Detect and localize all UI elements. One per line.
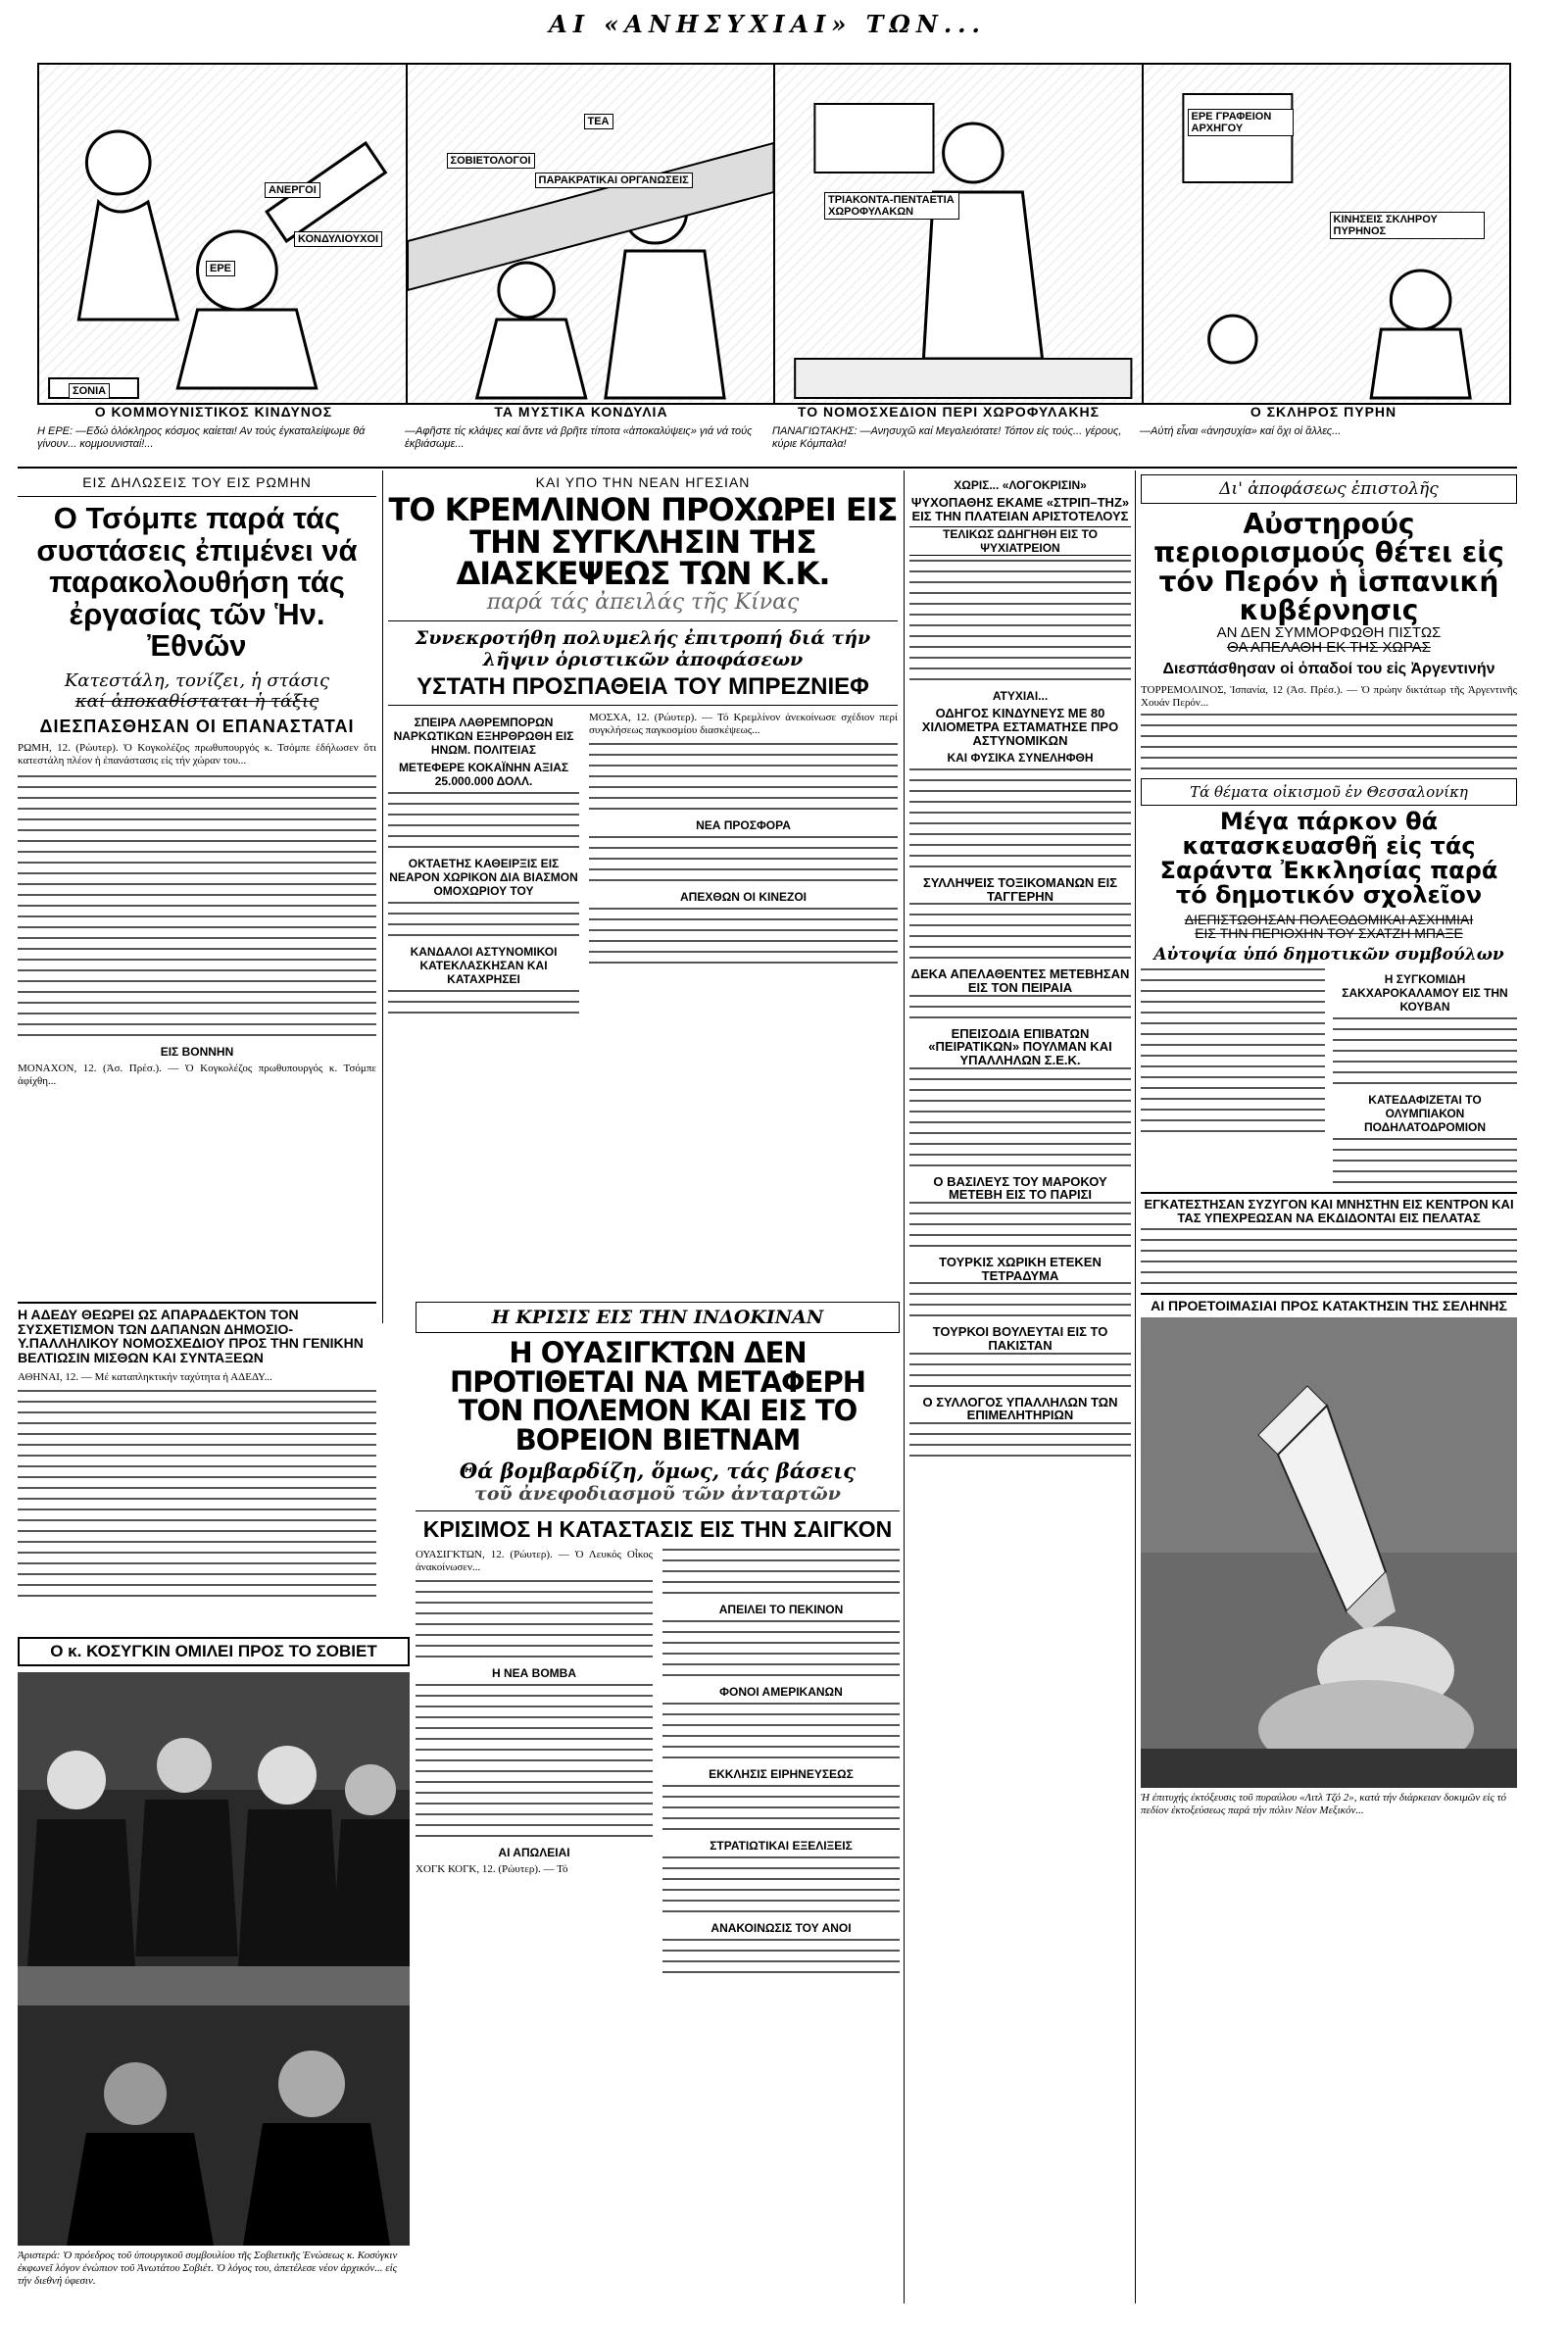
indochina-italic-1: Θά βομβαρδίζη, ὅμως, τάς βάσεις: [459, 1459, 857, 1484]
deported-headline: ΔΕΚΑ ΑΠΕΛΑΘΕΝΤΕΣ ΜΕΤΕΒΗΣΑΝ ΕΙΣ ΤΟΝ ΠΕΙΡΑΙΑ: [910, 966, 1130, 996]
park-subhead: Αὐτοψία ὑπό δημοτικῶν συμβούλων: [1153, 944, 1504, 965]
indochina-article: [416, 1302, 900, 2311]
caption-4: [1140, 404, 1507, 438]
police-scandal-body: [388, 990, 579, 1014]
caption-2-text: —Αφῆστε τίς κλάψες καί ἄντε νά βρῆτε τίποτα «ἀποκαλύψεις» γιά νά τούς ἐκβιάσωμε...: [405, 425, 753, 450]
caption-1-title: Ο ΚΟΜΜΟΥΝΙΣΤΙΚΟΣ ΚΙΝΔΥΝΟΣ: [94, 404, 333, 420]
kremlin-body-3: [589, 908, 898, 964]
atyxiai-sub: ΑΤΥΧΙΑΙ...: [992, 689, 1049, 704]
label-grafeion: ΕΡΕ ΓΡΑΦΕΙΟΝ ΑΡΧΗΓΟΥ: [1188, 109, 1294, 136]
driver-headline: ΟΔΗΓΟΣ ΚΙΝΔΥΝΕΥΣ ΜΕ 80 ΧΙΛΙΟΜΕΤΡΑ ΕΣΤΑΜΑΤΗΣΕ ΠΡΟ ΑΣΤΥΝΟΜΙΚΩΝ: [921, 706, 1119, 748]
sugarcane-headline: Η ΣΥΓΚΟΜΙΔΗ ΣΑΚΧΑΡΟΚΑΛΑΜΟΥ ΕΙΣ ΤΗΝ ΚΟΥΒΑΝ: [1342, 971, 1508, 1014]
cartoon-captions: [37, 404, 1507, 467]
chambers-body: [909, 1422, 1131, 1457]
park-deck-2: ΕΙΣ ΤΗΝ ΠΕΡΙΟΧΗΝ ΤΟΥ ΣΧΑΤΖΗ ΜΠΑΞΕ: [1195, 925, 1463, 942]
label-kiniseis: ΚΙΝΗΣΕΙΣ ΣΚΛΗΡΟΥ ΠΥΡΗΝΟΣ: [1330, 212, 1485, 239]
indochina-sub-appeal: ΕΚΚΛΗΣΙΣ ΕΙΡΗΝΕΥΣΕΩΣ: [709, 1767, 854, 1782]
adedy-article: [18, 1308, 376, 1631]
kremlin-body: [589, 743, 898, 810]
tsombe-headline: Ο Τσόμπε παρά τάς συστάσεις ἐπιμένει νά παρακολουθήση τάς ἐργασίας τῶν Ἡν. Ἐθνῶν: [36, 501, 358, 664]
tsombe-deck-1: Κατεστάλη, τονίζει, ἡ στάσις: [64, 669, 330, 691]
col-rule-2: [904, 470, 905, 2303]
label-ere: ΕΡΕ: [206, 261, 235, 276]
newspaper-page: [18, 10, 1517, 2313]
cartoon-panel-2: [408, 65, 776, 403]
indochina-sub-americans: ΦΟΝΟΙ ΑΜΕΡΙΚΑΝΩΝ: [719, 1685, 843, 1700]
deported-body: [909, 995, 1131, 1018]
kremlin-subhead: ΥΣΤΑΤΗ ΠΡΟΣΠΑΘΕΙΑ ΤΟΥ ΜΠΡΕΖΝΙΕΦ: [416, 672, 869, 700]
indochina-sub-peking: ΑΠΕΙΛΕΙ ΤΟ ΠΕΚΙΝΟΝ: [718, 1603, 844, 1617]
label-tea: ΤΕΑ: [584, 114, 613, 129]
tsombe-kicker: ΕΙΣ ΔΗΛΩΣΕΙΣ ΤΟΥ ΕΙΣ ΡΩΜΗΝ: [82, 474, 312, 490]
tsombe-subhead: ΔΙΕΣΠΑΣΘΗΣΑΝ ΟΙ ΕΠΑΝΑΣΤΑΤΑΙ: [39, 716, 355, 736]
pakistan-headline: ΤΟΥΡΚΟΙ ΒΟΥΛΕΥΤΑΙ ΕΙΣ ΤΟ ΠΑΚΙΣΤΑΝ: [932, 1324, 1108, 1353]
label-sovietologoi: ΣΟΒΙΕΤΟΛΟΓΟΙ: [447, 153, 535, 169]
rocket-photo-image: [1141, 1317, 1517, 1788]
indochina-body-4: [662, 1620, 900, 1676]
morocco-body: [909, 1202, 1131, 1247]
peron-headline: Αὐστηρούς περιορισμούς θέτει εἰς τόν Περόν ἡ ἱσπανική κυβέρνησις: [1153, 508, 1504, 627]
tangier-headline: ΣΥΛΛΗΨΕΙΣ ΤΟΞΙΚΟΜΑΝΩΝ ΕΙΣ ΤΑΓΓΕΡΗΝ: [922, 875, 1118, 904]
tsombe-dateline: ΡΩΜΗ, 12. (Ρώυτερ). Ὁ Κογκολέζος πρωθυπουργός κ. Τσόμπε ἐδήλωσεν ὅτι κατεστάλη πλέον ἡ ἐπανάστασις εἰς τήν χώραν του...: [18, 741, 376, 767]
peron-dateline: ΤΟΡΡΕΜΟΛΙΝΟΣ, Ἱσπανία, 12 (Ἀσ. Πρέσ.). — Ὁ πρώην δικτάτωρ τῆς Ἀργεντινῆς Χουάν Περόν...: [1141, 683, 1517, 709]
kosygin-photo: [18, 1672, 410, 2246]
chambers-headline: Ο ΣΥΛΛΟΓΟΣ ΥΠΑΛΛΗΛΩΝ ΤΩΝ ΕΠΙΜΕΛΗΤΗΡΙΩΝ: [922, 1394, 1118, 1423]
indochina-body-3: [662, 1549, 900, 1594]
kremlin-sub-kinezoi: ΑΠΕΧΘΩΝ ΟΙ ΚΙΝΕΖΟΙ: [680, 890, 807, 905]
cartoon-strip: [37, 63, 1511, 405]
label-sonia-1: ΣΟΝΙΑ: [69, 383, 110, 399]
caption-3-text: ΠΑΝΑΓΙΩΤΑΚΗΣ: —Ανησυχῶ καί Μεγαλειότατε! Τόπον εἰς τούς... γέρους, κύριε Κόμπαλα!: [772, 425, 1122, 450]
quadruplets-body: [909, 1282, 1131, 1316]
indochina-dateline: ΟΥΑΣΙΓΚΤΩΝ, 12. (Ρώυτερ). — Ὁ Λευκός Οἶκος ἀνακοίνωσεν...: [416, 1549, 653, 1574]
tangier-body: [909, 903, 1131, 959]
briefs-kicker: ΧΩΡΙΣ... «ΛΟΓΟΚΡΙΣΙΝ»: [954, 478, 1087, 492]
caption-4-text: —Αὐτή εἶναι «ἀνησυχία» καί ὄχι οἱ ἄλλες...: [1140, 425, 1342, 437]
caption-2: [405, 404, 758, 451]
label-kondylioi: ΚΟΝΔΥΛΙΟΥΧΟΙ: [294, 231, 382, 247]
indochina-sub-bomb: Η ΝΕΑ ΒΟΜΒΑ: [492, 1666, 576, 1681]
caption-1-text: Η ΕΡΕ: —Εδώ ὁλόκληρος κόσμος καίεται! Αν τούς ἐγκαταλείψωμε θά γίνουν... κομμουνισταί!...: [37, 425, 366, 450]
kosygin-headline: Ο κ. ΚΟΣΥΓΚΙΝ ΟΜΙΛΕΙ ΠΡΟΣ ΤΟ ΣΟΒΙΕΤ: [18, 1637, 410, 1666]
indochina-headline: Η ΟΥΑΣΙΓΚΤΩΝ ΔΕΝ ΠΡΟΤΙΘΕΤΑΙ ΝΑ ΜΕΤΑΦΕΡΗ ΤΟΝ ΠΟΛΕΜΟΝ ΚΑΙ ΕΙΣ ΤΟ ΒΟΡΕΙΟΝ ΒΙΕΤΝΑΜ: [449, 1336, 866, 1457]
pullman-headline: ΕΠΕΙΣΟΔΙΑ ΕΠΙΒΑΤΩΝ «ΠΕΙΡΑΤΙΚΩΝ» ΠΟΥΛΜΑΝ ΚΑΙ ΥΠΑΛΛΗΛΩΝ Σ.Ε.Κ.: [928, 1025, 1112, 1068]
tsombe-dateline-2: ΜΟΝΑΧΟΝ, 12. (Ἀσ. Πρέσ.). — Ὁ Κογκολέζος πρωθυπουργός κ. Τσόμπε ἀφίχθη...: [18, 1062, 376, 1087]
cartoon-panel-4: [1144, 65, 1510, 403]
pakistan-body: [909, 1353, 1131, 1387]
indochina-sub-military: ΣΤΡΑΤΙΩΤΙΚΑΙ ΕΞΕΛΙΞΕΙΣ: [710, 1839, 853, 1854]
kremlin-italic: Συνεκροτήθη πολυμελής ἐπιτροπή διά τήν λῆψιν ὁριστικῶν ἀποφάσεων: [415, 626, 871, 670]
top-rule: [18, 467, 1517, 469]
peron-deck-2: ΘΑ ΑΠΕΛΑΘΗ ΕΚ ΤΗΣ ΧΩΡΑΣ: [1227, 639, 1431, 657]
kremlin-kicker: ΚΑΙ ΥΠΟ ΤΗΝ ΝΕΑΝ ΗΓΕΣΙΑΝ: [535, 474, 751, 490]
indochina-body-5: [662, 1703, 900, 1758]
adedy-headline: Η ΑΔΕΔΥ ΘΕΩΡΕΙ ΩΣ ΑΠΑΡΑΔΕΚΤΟΝ ΤΟΝ ΣΥΣΧΕΤΙΣΜΟΝ ΤΩΝ ΔΑΠΑΝΩΝ ΔΗΜΟΣΙΟ-Υ.ΠΑΛΛΗΛΙΚΟΥ ΝΟΜΟΣΧΕΔΙΟΥ ΠΡΟΣ ΤΗΝ ΓΕΝΙΚΗΝ ΒΕΛΤΙΩΣΙΝ ΜΙΣΘΩΝ ΚΑΙ ΣΥΝΤΑΞΕΩΝ: [18, 1308, 364, 1366]
kremlin-headline: ΤΟ ΚΡΕΜΛΙΝΟΝ ΠΡΟΧΩΡΕΙ ΕΙΣ ΤΗΝ ΣΥΓΚΛΗΣΙΝ ΤΗΣ ΔΙΑΣΚΕΨΕΩΣ ΤΩΝ Κ.Κ.: [388, 491, 898, 593]
col-rule-3: [1135, 470, 1136, 2303]
rape-case-headline: ΟΚΤΑΕΤΗΣ ΚΑΘΕΙΡΞΙΣ ΕΙΣ ΝΕΑΡΟΝ ΧΩΡΙΚΟΝ ΔΙΑ ΒΙΑΣΜΟΝ ΟΜΟΧΩΡΙΟΥ ΤΟΥ: [389, 857, 578, 899]
indochina-sub-losses: ΑΙ ΑΠΩΛΕΙΑΙ: [498, 1846, 570, 1860]
indochina-trailer: ΧΟΓΚ ΚΟΓΚ, 12. (Ρώυτερ). — Τό: [416, 1863, 568, 1876]
column-briefs: [909, 474, 1131, 2307]
peron-subhead: Διεσπάσθησαν οἱ ὀπαδοί του εἰς Ἀργεντινήν: [1162, 661, 1495, 678]
cartoon-drawing-3: [775, 65, 1142, 403]
indochina-kicker: Η ΚΡΙΣΙΣ ΕΙΣ ΤΗΝ ΙΝΔΟΚΙΝΑΝ: [416, 1302, 900, 1333]
label-parakratikes: ΠΑΡΑΚΡΑΤΙΚΑΙ ΟΡΓΑΝΩΣΕΙΣ: [535, 173, 693, 188]
cartoon-panel-3: [775, 65, 1144, 403]
col-rule-1: [382, 470, 383, 1323]
indochina-body: [416, 1580, 653, 1657]
column-tsombe: [18, 474, 376, 1327]
park-deck: ΔΙΕΠΙΣΤΩΘΗΣΑΝ ΠΟΛΕΟΔΟΜΙΚΑΙ ΑΣΧΗΜΙΑΙ: [1184, 911, 1474, 927]
driver-subhead: ΚΑΙ ΦΥΣΙΚΑ ΣΥΝΕΛΗΦΘΗ: [947, 751, 1094, 766]
kremlin-dateline: ΜΟΣΧΑ, 12. (Ρώυτερ). — Τό Κρεμλίνον ἀνεκοίνωσε σχέδιον περί συγκλήσεως παγκοσμίου διασκέψεως...: [589, 712, 898, 737]
driver-body: [909, 768, 1131, 867]
indochina-body-7: [662, 1856, 900, 1912]
police-scandal-headline: ΚΑΝΔΑΛΟΙ ΑΣΤΥΝΟΜΙΚΟΙ ΚΑΤΕΚΛΑΣΚΗΣΑΝ ΚΑΙ ΚΑΤΑΧΡΗΣΕΙ: [410, 945, 558, 987]
column-kremlin: [388, 474, 898, 1298]
kosygin-article: [18, 1637, 410, 2303]
sugarcane-body: [1333, 1017, 1517, 1084]
indochina-subhead: ΚΡΙΣΙΜΟΣ Η ΚΑΤΑΣΤΑΣΙΣ ΕΙΣ ΤΗΝ ΣΑΙΓΚΟΝ: [422, 1516, 893, 1543]
narcotics-headline: ΣΠΕΙΡΑ ΛΑΘΡΕΜΠΟΡΩΝ ΝΑΡΚΩΤΙΚΩΝ ΕΞΗΡΘΡΩΘΗ ΕΙΣ ΗΝΩΜ. ΠΟΛΙΤΕΙΑΣ: [393, 716, 574, 758]
col1-rule: [18, 1302, 376, 1304]
park-headline: Μέγα πάρκον θά κατασκευασθῆ εἰς τάς Σαράντα Ἐκκλησίας παρά τό δημοτικόν σχολεῖον: [1159, 807, 1498, 910]
strip-body: [909, 560, 1131, 680]
peron-deck: ΑΝ ΔΕΝ ΣΥΜΜΟΡΦΩΘΗ ΠΙΣΤΩΣ: [1216, 623, 1442, 641]
label-anergoi: ΑΝΕΡΓΟΙ: [265, 182, 320, 198]
strip-headline: ΨΥΧΟΠΑΘΗΣ ΕΚΑΜΕ «ΣΤΡΙΠ–ΤΗΖ» ΕΙΣ ΤΗΝ ΠΛΑΤΕΙΑΝ ΑΡΙΣΤΟΤΕΛΟΥΣ: [910, 495, 1130, 523]
indochina-sub-hanoi: ΑΝΑΚΟΙΝΩΣΙΣ ΤΟΥ ΑΝΟΙ: [710, 1921, 852, 1936]
pimping-body: [1141, 1228, 1517, 1284]
tsombe-sub-bonn: ΕΙΣ ΒΟΝΝΗΝ: [160, 1044, 234, 1059]
moon-headline: ΑΙ ΠΡΟΕΤΟΙΜΑΣΙΑΙ ΠΡΟΣ ΚΑΤΑΚΤΗΣΙΝ ΤΗΣ ΣΕΛΗΝΗΣ: [1141, 1293, 1517, 1313]
adedy-body: [18, 1390, 376, 1597]
peron-body: [1141, 714, 1517, 769]
caption-1: [37, 404, 390, 451]
peron-kicker: Δι' ἀποφάσεως ἐπιστολῆς: [1141, 474, 1517, 504]
indochina-italic-2: τοῦ ἀνεφοδιασμοῦ τῶν ἀνταρτῶν: [474, 1483, 841, 1506]
quadruplets-headline: ΤΟΥΡΚΙΣ ΧΩΡΙΚΗ ΕΤΕΚΕΝ ΤΕΤΡΑΔΥΜΑ: [939, 1254, 1102, 1283]
narcotics-subhead: ΜΕΤΕΦΕΡΕ ΚΟΚΑΪΝΗΝ ΑΞΙΑΣ 25.000.000 ΔΟΛΛ.: [398, 761, 569, 789]
indochina-body-2: [416, 1684, 653, 1837]
tsombe-body: [18, 775, 376, 1036]
pullman-body: [909, 1067, 1131, 1166]
cartoon-panel-1: [39, 65, 408, 403]
park-body: [1141, 968, 1325, 1192]
kosygin-photo-image: [18, 1672, 410, 2246]
caption-3: [772, 404, 1125, 451]
caption-3-title: ΤΟ ΝΟΜΟΣΧΕΔΙΟΝ ΠΕΡΙ ΧΩΡΟΦΥΛΑΚΗΣ: [797, 404, 1101, 420]
rocket-caption: Ἡ ἐπιτυχής ἐκτόξευσις τοῦ πυραύλου «Λιτλ Τζό 2», κατά τήν διάρκειαν δοκιμῶν εἰς τό πεδίον ἐκτοξεύσεως παρά τήν πόλιν Νέον Μεξικόν...: [1141, 1791, 1507, 1816]
strip-subhead: ΤΕΛΙΚΩΣ ΩΔΗΓΗΘΗ ΕΙΣ ΤΟ ΨΥΧΙΑΤΡΕΙΟΝ: [909, 526, 1131, 556]
cartoon-title: ΑΙ «ΑΝΗΣΥΧΙΑΙ» ΤΩΝ...: [549, 10, 986, 38]
indochina-body-6: [662, 1785, 900, 1830]
morocco-headline: Ο ΒΑΣΙΛΕΥΣ ΤΟΥ ΜΑΡΟΚΟΥ ΜΕΤΕΒΗ ΕΙΣ ΤΟ ΠΑΡΙΣΙ: [933, 1173, 1107, 1203]
kremlin-body-2: [589, 836, 898, 881]
salonica-kicker: Τά θέματα οἰκισμοῦ ἐν Θεσσαλονίκη: [1141, 778, 1517, 806]
tsombe-deck-2: καί ἀποκαθίσταται ἡ τάξις: [74, 690, 319, 712]
kremlin-sub-nea-prosfora: ΝΕΑ ΠΡΟΣΦΟΡΑ: [696, 818, 791, 833]
caption-2-title: ΤΑ ΜΥΣΤΙΚΑ ΚΟΝΔΥΛΙΑ: [494, 404, 668, 420]
velodrome-headline: ΚΑΤΕΔΑΦΙΖΕΤΑΙ ΤΟ ΟΛΥΜΠΙΑΚΟΝ ΠΟΔΗΛΑΤΟΔΡΟΜΙΟΝ: [1363, 1092, 1487, 1134]
rape-case-body: [388, 902, 579, 936]
adedy-dateline: ΑΘΗΝΑΙ, 12. — Μέ καταπληκτικήν ταχύτητα ἡ ΑΔΕΔΥ...: [18, 1370, 272, 1383]
kremlin-deck: παρά τάς ἀπειλάς τῆς Κίνας: [486, 589, 800, 615]
label-triakonta: ΤΡΙΑΚΟΝΤΑ-ΠΕΝΤΑΕΤΙΑ ΧΩΡΟΦΥΛΑΚΩΝ: [824, 192, 959, 220]
rocket-photo: [1141, 1317, 1517, 1788]
column-peron: [1141, 474, 1517, 2307]
indochina-body-8: [662, 1939, 900, 1973]
narcotics-body: [388, 792, 579, 848]
caption-4-title: Ο ΣΚΛΗΡΟΣ ΠΥΡΗΝ: [1250, 404, 1397, 420]
pimping-headline: ΕΓΚΑΤΕΣΤΗΣΑΝ ΣΥΖΥΓΟΝ ΚΑΙ ΜΝΗΣΤΗΝ ΕΙΣ ΚΕΝΤΡΟΝ ΚΑΙ ΤΑΣ ΥΠΕΧΡΕΩΣΑΝ ΝΑ ΕΚΔΙΔΟΝΤΑΙ ΕΙΣ ΠΕΛΑΤΑΣ: [1141, 1192, 1517, 1224]
velodrome-body: [1333, 1138, 1517, 1183]
kosygin-caption: Ἀριστερά: Ὁ πρόεδρος τοῦ ὑπουργικοῦ συμβουλίου τῆς Σοβιετικῆς Ἑνώσεως κ. Κοσύγκιν ἐκφωνεῖ λόγον ἐνώπιον τοῦ Ἀνωτάτου Σοβιέτ. Ὁ λόγος του, ἀπετέλεσε νέον ἀρχικόν... εἰς τήν διεθνή ὑφεσιν.: [18, 2249, 398, 2287]
